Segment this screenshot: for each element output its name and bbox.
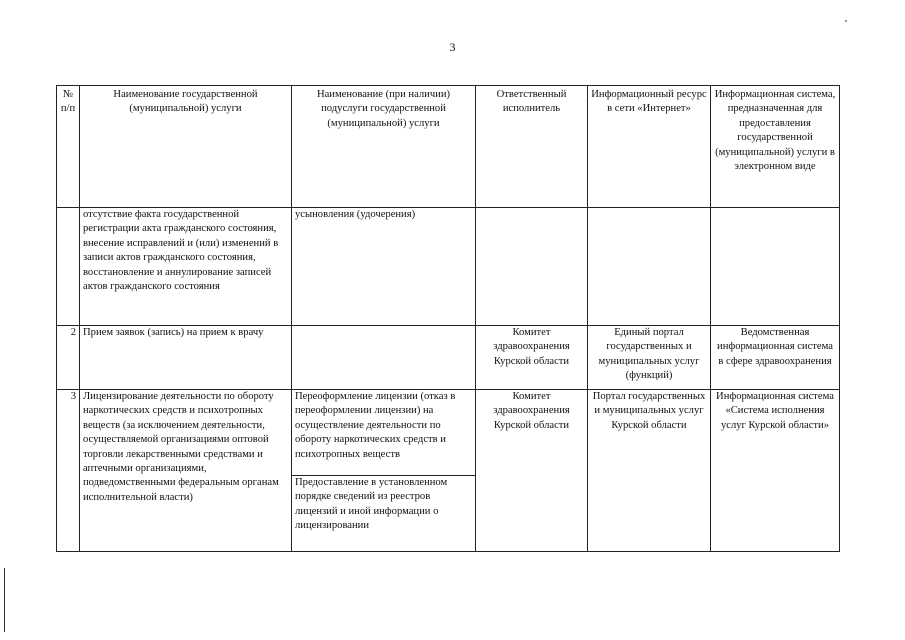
header-number: № п/п [57, 86, 80, 208]
cell-service: Прием заявок (запись) на прием к врачу [80, 326, 292, 390]
cell-executor: Комитет здравоохранения Курской области [476, 390, 588, 552]
cell-number: 3 [57, 390, 80, 552]
cell-resource: Единый портал государственных и муниципальных услуг (функций) [588, 326, 711, 390]
header-resource: Информационный ресурс в сети «Интернет» [588, 86, 711, 208]
cell-executor [476, 208, 588, 326]
cell-system [711, 208, 840, 326]
header-subservice: Наименование (при наличии) подуслуги государственной (муниципальной) услуги [292, 86, 476, 208]
table-row-2 [57, 326, 840, 390]
cell-subservice: усыновления (удочерения) [292, 208, 476, 326]
header-system: Информационная система, предназначенная для предоставления государственной (муниципальной) услуги в электронном виде [711, 86, 840, 208]
cell-service: отсутствие факта государственной регистрации акта гражданского состояния, внесение исправлений и (или) изменений в записи актов гражданского состояния, восстановление и аннулирование записей актов гражданского состояния [80, 208, 292, 326]
cell-subservice [292, 326, 476, 390]
scan-speck [845, 20, 847, 22]
cell-system: Информационная система «Система исполнения услуг Курской области» [711, 390, 840, 552]
header-executor: Ответственный исполнитель [476, 86, 588, 208]
cell-number [57, 208, 80, 326]
cell-resource [588, 208, 711, 326]
cell-service: Лицензирование деятельности по обороту наркотических средств и психотропных веществ (за исключением деятельности, осуществляемой организациями оптовой торговли лекарственными средствами и аптечными организациями, подведомственными федеральным органам исполнительной власти) [80, 390, 292, 552]
cell-subservice-2: Предоставление в установленном порядке сведений из реестров лицензий и иной информации о лицензировании [292, 476, 476, 552]
header-service: Наименование государственной (муниципальной) услуги [80, 86, 292, 208]
cell-executor: Комитет здравоохранения Курской области [476, 326, 588, 390]
cell-number: 2 [57, 326, 80, 390]
header-row [57, 86, 840, 208]
services-table [56, 85, 840, 552]
table-row-3a [57, 390, 840, 476]
table-row-continuation [57, 208, 840, 326]
scan-edge-line [4, 568, 5, 632]
page-number: 3 [449, 40, 456, 54]
cell-subservice-1: Переоформление лицензии (отказ в переоформлении лицензии) на осуществление деятельности по обороту наркотических средств и психотропных веществ [292, 390, 476, 476]
cell-resource: Портал государственных и муниципальных услуг Курской области [588, 390, 711, 552]
cell-system: Ведомственная информационная система в сфере здравоохранения [711, 326, 840, 390]
